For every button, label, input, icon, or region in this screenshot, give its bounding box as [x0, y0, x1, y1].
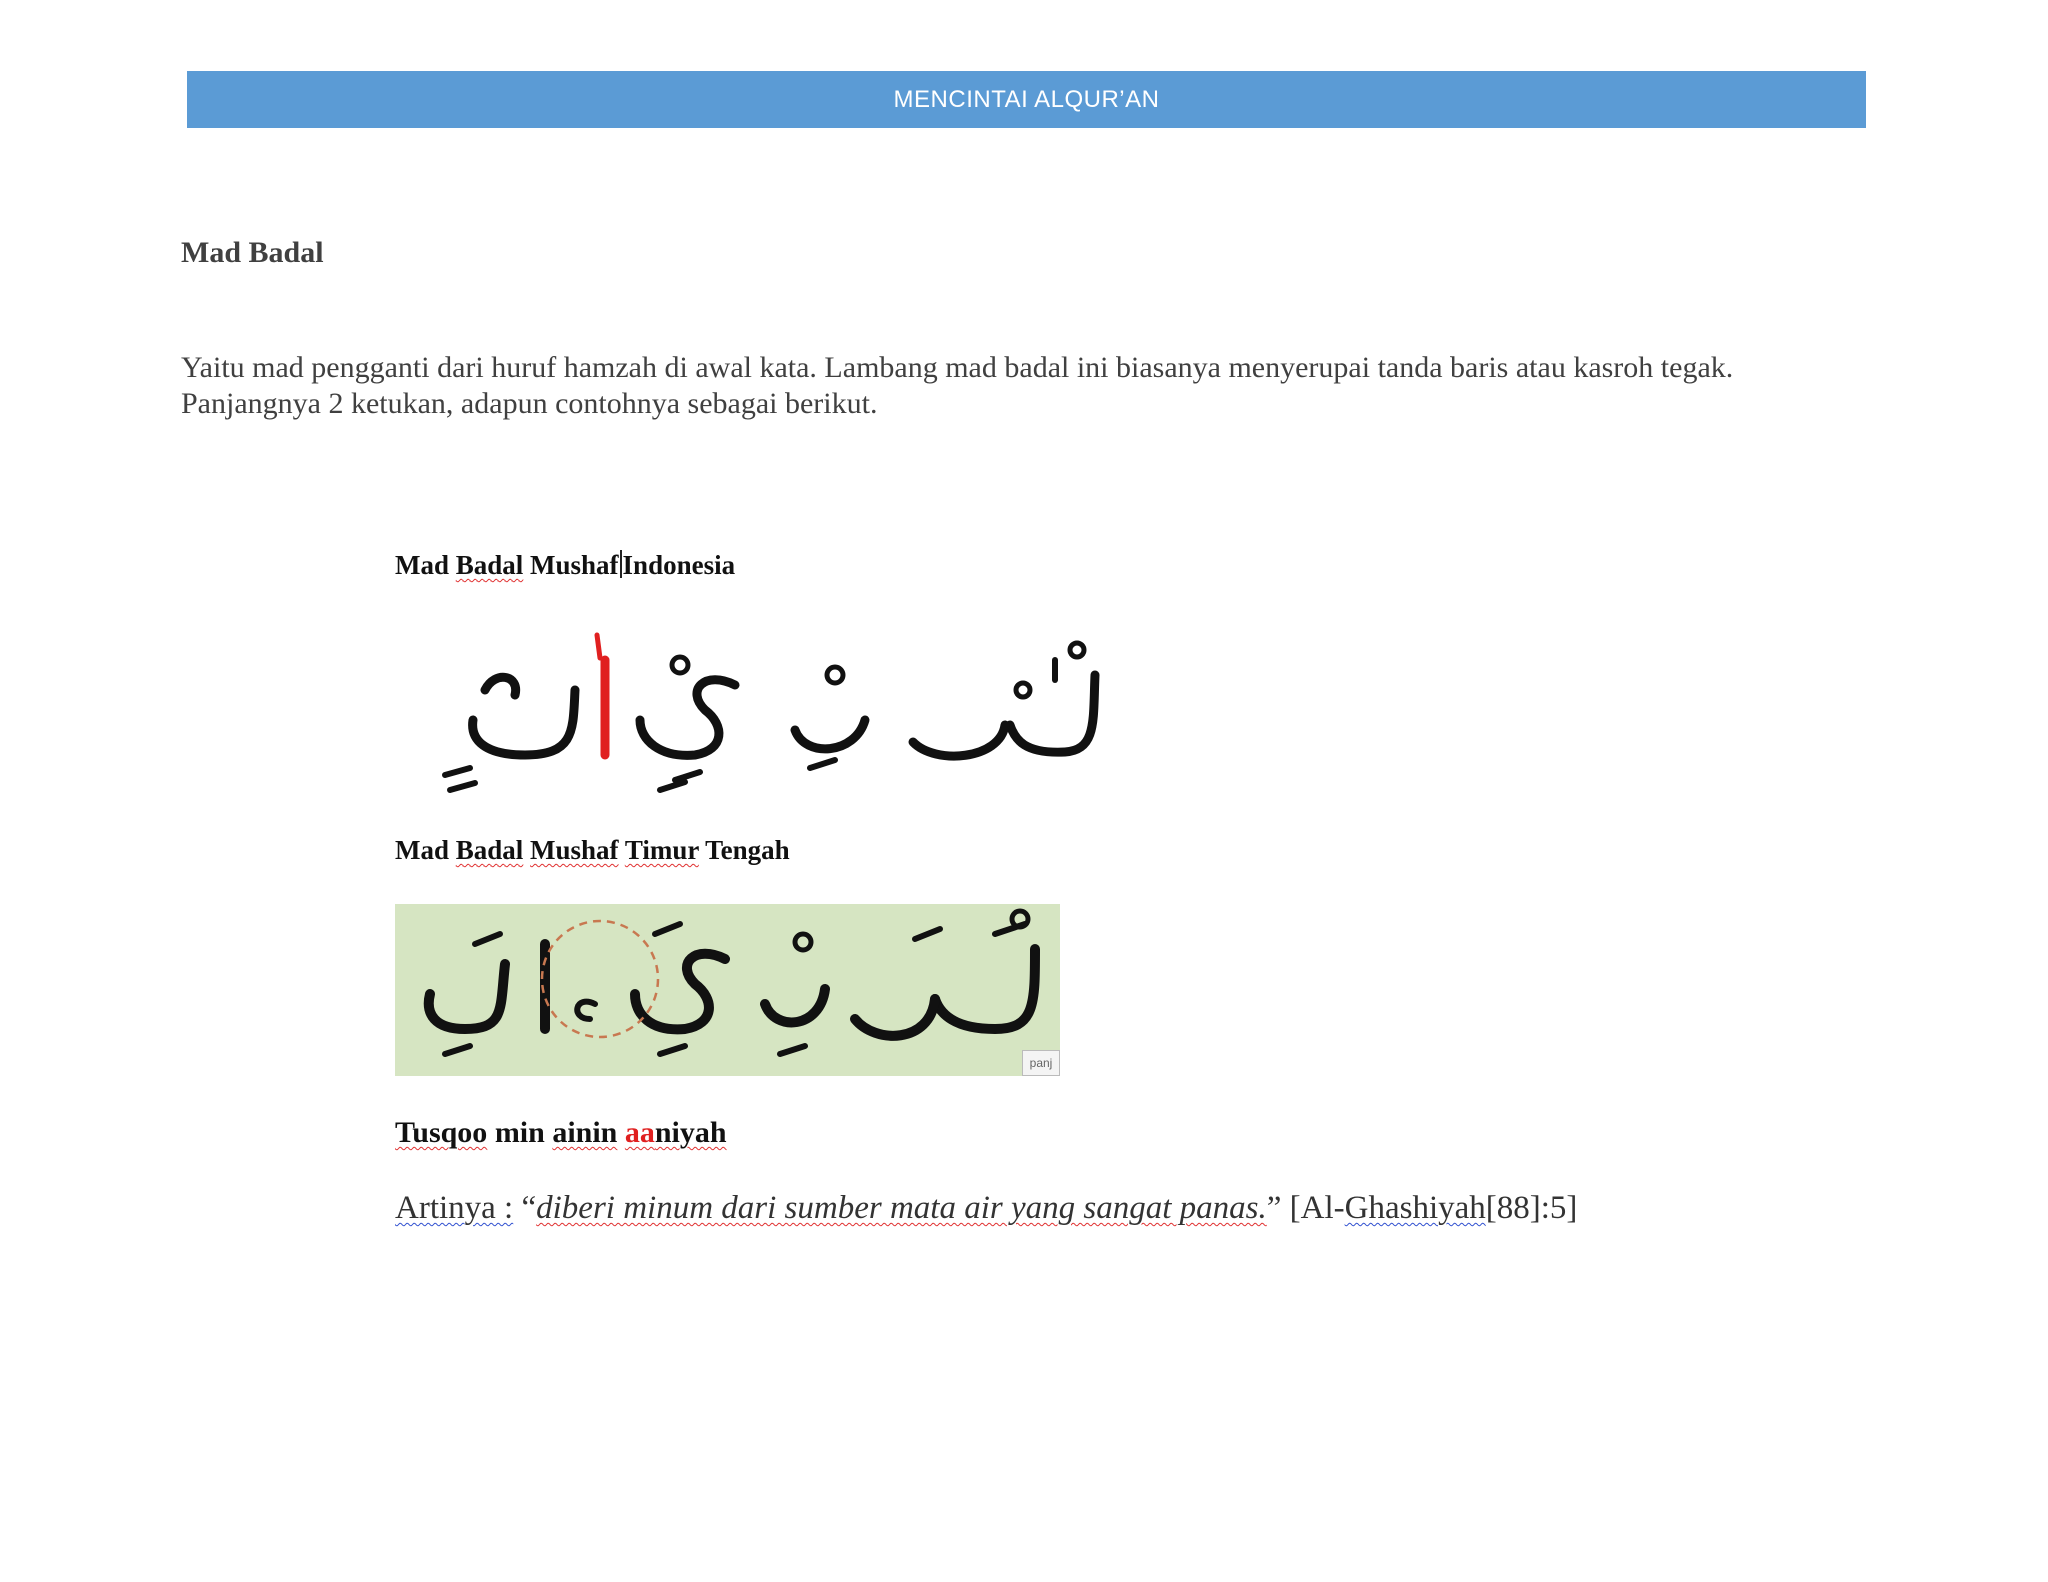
label-mushaf-indonesia: Mad Badal Mushaf Indonesia: [395, 550, 736, 580]
text-cursor: [620, 550, 622, 578]
intro-paragraph: [181, 350, 1881, 422]
transliteration: Tusqoo min ainin aaniyah: [395, 1116, 727, 1149]
label-mushaf-timur-tengah: Mad Badal Mushaf Timur Tengah: [395, 835, 790, 865]
image-watermark-tag: panj: [1022, 1050, 1060, 1076]
verse-meaning: Artinya : “diberi minum dari sumber mata air yang sangat panas.” [Al-Ghashiyah[88]:5]: [395, 1190, 1578, 1226]
arabic-verse-middle-east-drawing: [395, 904, 1060, 1076]
arabic-verse-middle-east-image: [395, 904, 1060, 1076]
header-title: MENCINTAI ALQUR’AN: [893, 85, 1160, 113]
intro-line-2: Panjangnya 2 ketukan, adapun contohnya sebagai berikut.: [181, 387, 878, 420]
page-header-bar: [187, 71, 1866, 128]
section-title: Mad Badal: [181, 236, 324, 269]
mad-badal-example-figure: [395, 540, 1695, 1260]
intro-line-1: Yaitu mad pengganti dari huruf hamzah di awal kata. Lambang mad badal ini biasanya menyerupai tanda baris atau kasroh tegak.: [181, 351, 1734, 384]
arabic-verse-indonesia-image: [425, 630, 1125, 800]
